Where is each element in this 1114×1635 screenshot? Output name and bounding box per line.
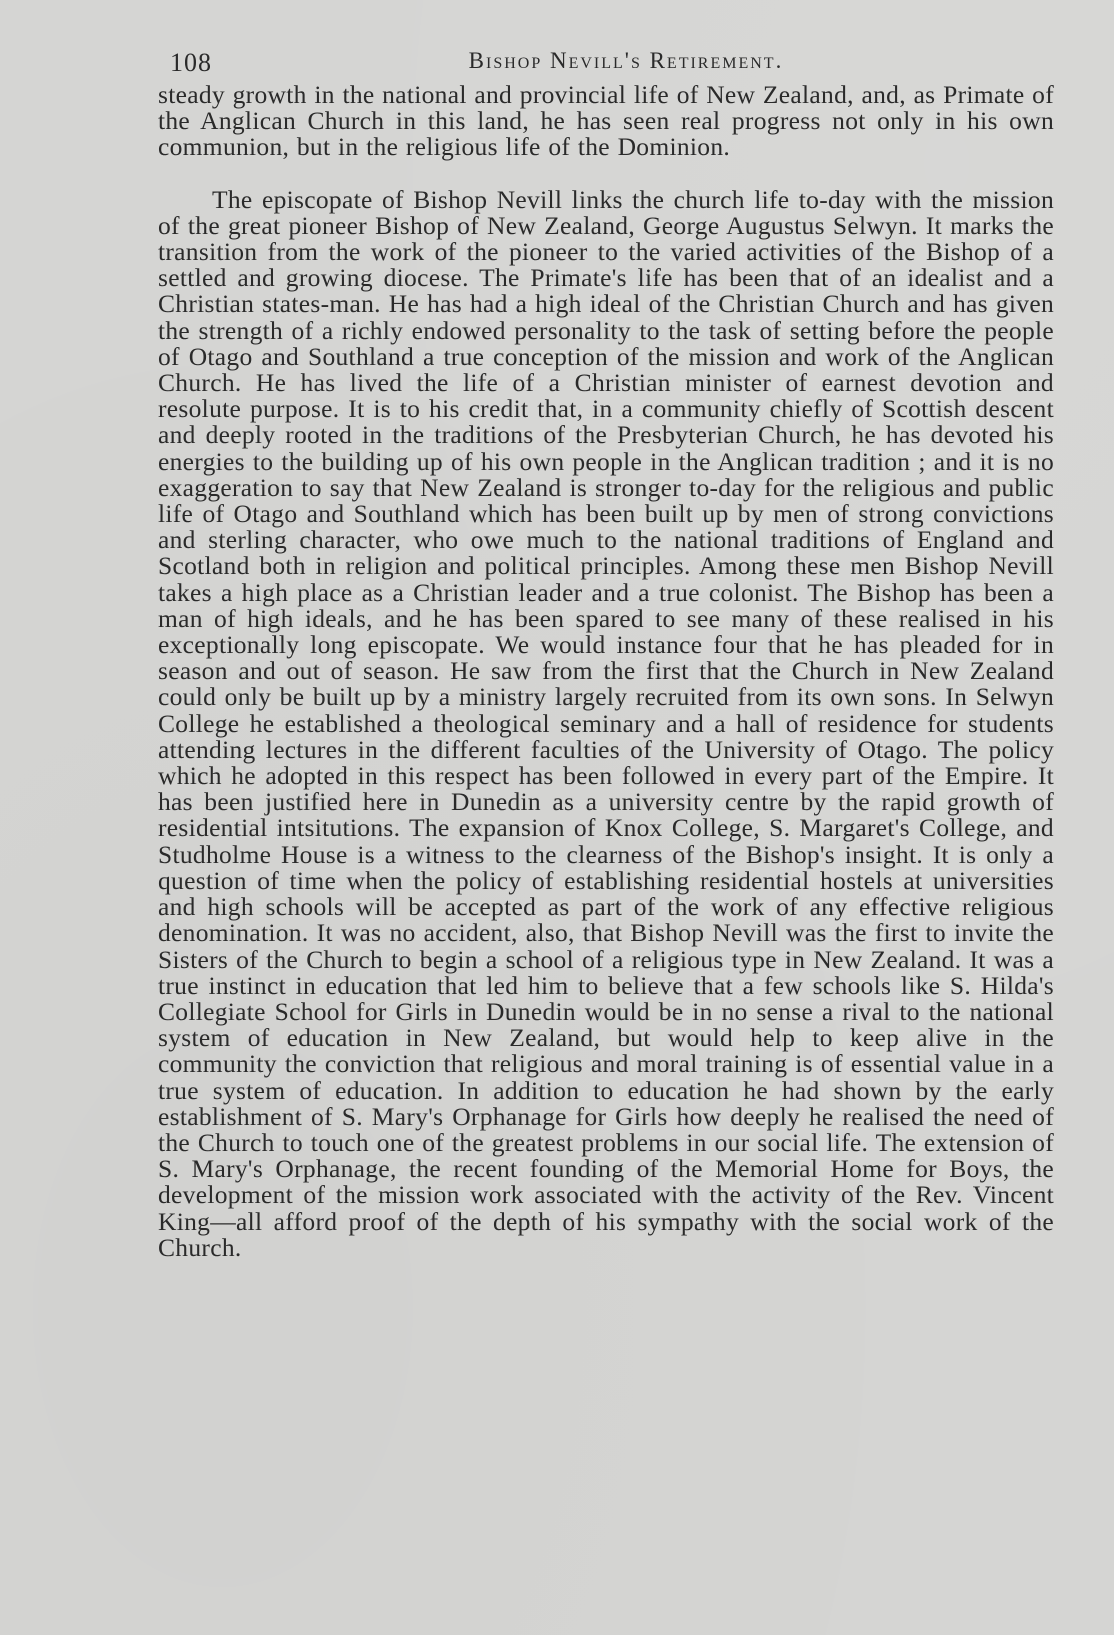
body-text [158, 82, 1054, 1261]
paragraph-continued: steady growth in the national and provincial life of New Zealand, and, as Primate of the Anglican Church in this land, he has seen real progress not only in his own communion, but in the religious life of the Dominion. [158, 80, 1055, 162]
page-number: 108 [170, 48, 212, 77]
paragraph-episcopate: The episcopate of Bishop Nevill links the church life to-day with the mission of the great pioneer Bishop of New Zealand, George Augustus Selwyn. It marks the transition from the work of the pioneer to the varied activities of the Bishop of a settled and growing diocese. The Primate's life has been that of an idealist and a Christian states-man. He has had a high ideal of the Christian Church and has given the strength of a richly endowed personality to the task of setting before the people of Otago and Southland a true conception of the mission and work of the Anglican Church. He has lived the life of a Christian minister of earnest devotion and resolute purpose. It is to his credit that, in a community chiefly of Scottish descent and deeply rooted in the traditions of the Presbyterian Church, he has devoted his energies to the building up of his own people in the Anglican tradition ; and it is no exaggeration to say that New Zealand is stronger to-day for the religious and public life of Otago and Southland which has been built up by men of strong convictions and sterling character, who owe much to the national traditions of England and Scotland both in religion and political principles. Among these men Bishop Nevill takes a high place as a Christian leader and a true colonist. The Bishop has been a man of high ideals, and he has been spared to see many of these realised in his exceptionally long episcopate. We would instance four that he has pleaded for in season and out of season. He saw from the first that the Church in New Zealand could only be built up by a ministry largely recruited from its own sons. In Selwyn College he established a theological seminary and a hall of residence for students attending lectures in the different faculties of the University of Otago. The policy which he adopted in this respect has been followed in every part of the Empire. It has been justified here in Dunedin as a university centre by the rapid growth of residential intsitutions. The expansion of Knox College, S. Margaret's College, and Studholme House is a witness to the clearness of the Bishop's insight. It is only a question of time when the policy of establishing residential hostels at universities and high schools will be accepted as part of the work of any effective religious denomination. It was no accident, also, that Bishop Nevill was the first to invite the Sisters of the Church to begin a school of a religious type in New Zealand. It was a true instinct in education that led him to believe that a few schools like S. Hilda's Collegiate School for Girls in Dunedin would be in no sense a rival to the national system of education in New Zealand, but would help to keep alive in the community the conviction that religious and moral training is of essential value in a true system of education. In addition to education he had shown by the early establishment of S. Mary's Orphanage for Girls how deeply he realised the need of the Church to touch one of the greatest problems in our social life. The extension of S. Mary's Orphanage, the recent founding of the Memorial Home for Boys, the development of the mission work associated with the activity of the Rev. Vincent King—all afford proof of the depth of his sympathy with the social work of the Church. [158, 184, 1054, 1262]
running-head [158, 40, 1054, 80]
running-title: Bishop Nevill's Retirement. [468, 48, 784, 73]
